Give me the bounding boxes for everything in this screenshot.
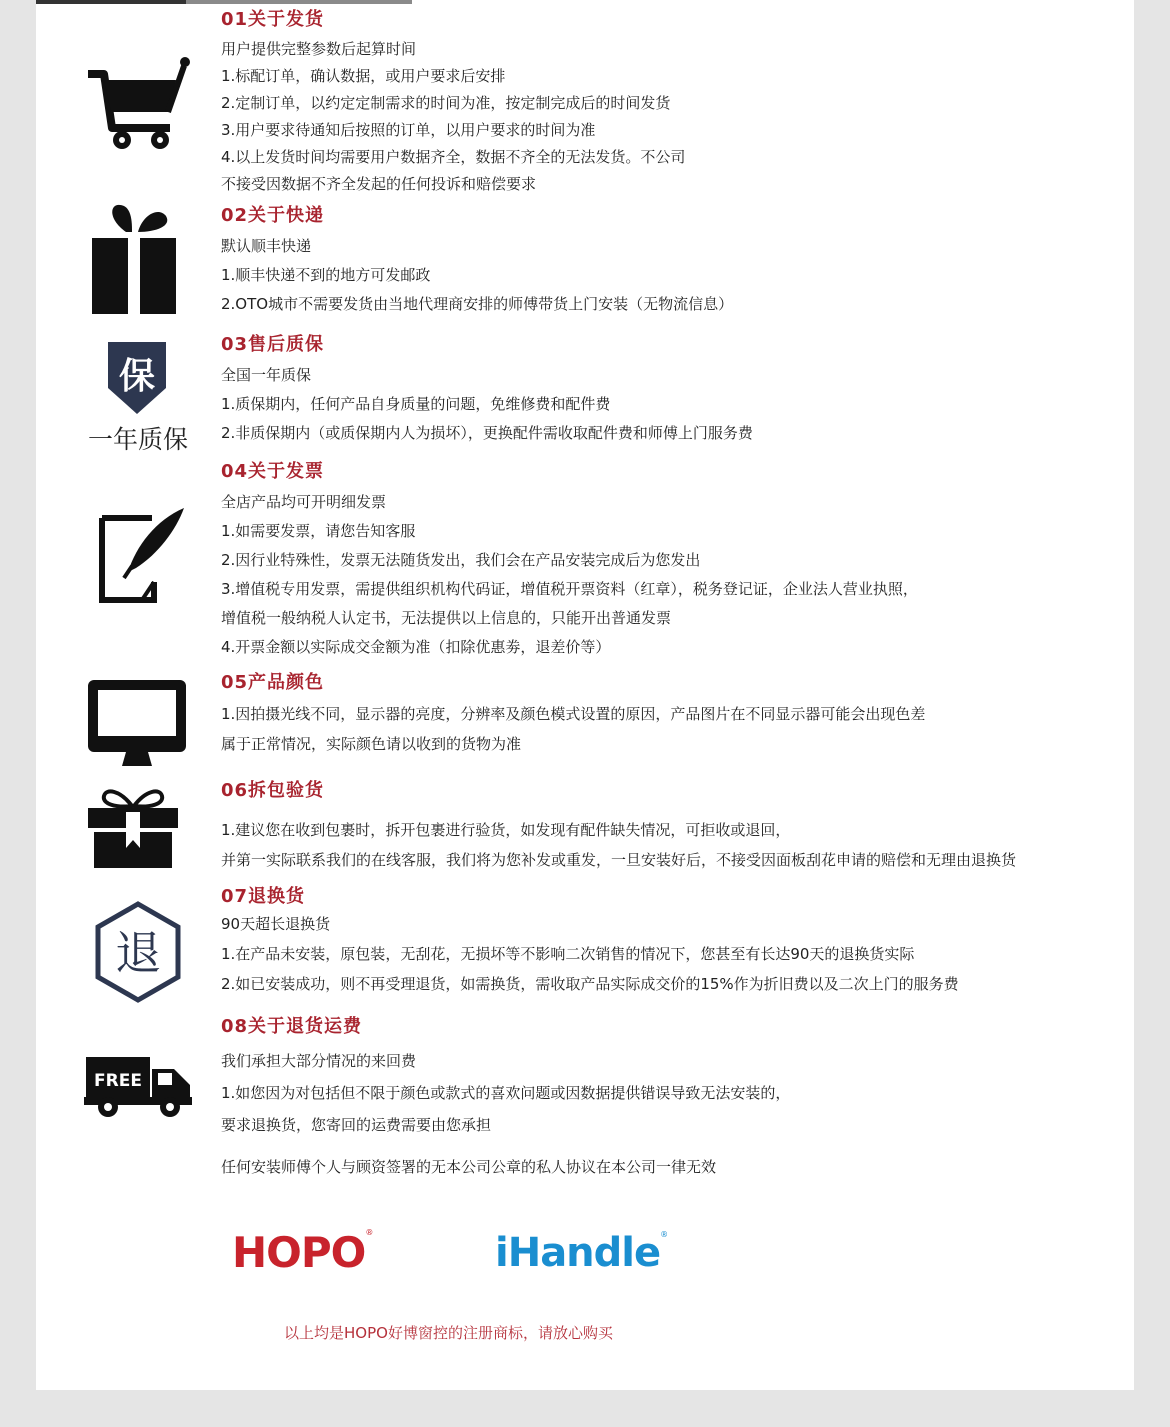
warranty-shield-icon — [104, 338, 170, 416]
free-truck-icon — [84, 1055, 194, 1121]
section-shipping — [221, 10, 685, 198]
section-line: 默认顺丰快递 — [221, 237, 312, 255]
hopo-logo: HOPO® — [232, 1228, 373, 1277]
return-icon — [94, 900, 182, 1004]
section-title: 01关于发货 — [221, 9, 325, 30]
section-line: 增值税一般纳税人认定书，无法提供以上信息的，只能开出普通发票 — [221, 609, 672, 627]
section-line: 2.因行业特殊性，发票无法随货发出，我们会在产品安装完成后为您发出 — [221, 551, 701, 569]
section-line: 3.用户要求待通知后按照的订单，以用户要求的时间为准 — [221, 121, 596, 139]
section-line: 1.因拍摄光线不同，显示器的亮度，分辨率及颜色模式设置的原因，产品图片在不同显示器可能会出现色差 — [221, 705, 926, 723]
invoice-pen-icon — [96, 506, 188, 606]
section-line: 4.以上发货时间均需要用户数据齐全，数据不齐全的无法发货。不公司 — [221, 148, 686, 166]
section-line: 3.增值税专用发票，需提供组织机构代码证，增值税开票资料（红章），税务登记证，企业法人营业执照， — [221, 580, 918, 598]
svg-text:保: 保 — [118, 356, 156, 397]
section-title: 05产品颜色 — [221, 672, 325, 693]
section-line: 1.建议您在收到包裹时，拆开包裹进行验货，如发现有配件缺失情况，可拒收或退回， — [221, 821, 791, 839]
section-line: 1.在产品未安装，原包装，无刮花，无损坏等不影响二次销售的情况下，您甚至有长达90天的退换货实际 — [221, 945, 915, 963]
section-line: 1.标配订单，确认数据，或用户要求后安排 — [221, 67, 506, 85]
section-line: 4.开票金额以实际成交金额为准（扣除优惠劵，退差价等） — [221, 638, 611, 656]
section-line: 2.如已安装成功，则不再受理退货，如需换货，需收取产品实际成交价的15%作为折旧费以及二次上门的服务费 — [221, 975, 959, 993]
disclaimer-text: 任何安装师傅个人与顾资签署的无本公司公章的私人协议在本公司一律无效 — [221, 1158, 717, 1176]
section-line: 全店产品均可开明细发票 — [221, 493, 387, 511]
section-title: 04关于发票 — [221, 461, 325, 482]
section-title: 08关于退货运费 — [221, 1016, 363, 1037]
section-invoice — [221, 462, 918, 662]
section-line: 用户提供完整参数后起算时间 — [221, 40, 417, 58]
section-title: 03售后质保 — [221, 334, 325, 355]
section-returns — [221, 887, 959, 999]
svg-text:退: 退 — [115, 926, 161, 980]
section-line: 并第一实际联系我们的在线客服，我们将为您补发或重发，一旦安装好后，不接受因面板刮花申请的赔偿和无理由退换货 — [221, 851, 1017, 869]
svg-text:FREE: FREE — [94, 1071, 142, 1091]
section-line: 90天超长退换货 — [221, 915, 331, 933]
section-line: 1.如您因为对包括但不限于颜色或款式的喜欢问题或因数据提供错误导致无法安装的， — [221, 1084, 791, 1102]
section-line: 要求退换货，您寄回的运费需要由您承担 — [221, 1116, 492, 1134]
section-express — [221, 206, 733, 319]
section-line: 全国一年质保 — [221, 366, 312, 384]
section-line: 1.如需要发票，请您告知客服 — [221, 522, 416, 540]
gift-box-icon — [86, 198, 182, 316]
section-line: 我们承担大部分情况的来回费 — [221, 1052, 417, 1070]
warranty-label: 一年质保 — [88, 425, 189, 454]
monitor-icon — [86, 678, 188, 770]
section-line: 2.OTO城市不需要发货由当地代理商安排的师傅带货上门安装（无物流信息） — [221, 295, 734, 313]
section-warranty — [221, 335, 753, 448]
ihandle-logo: iHandle® — [495, 1230, 668, 1276]
section-line: 2.定制订单，以约定定制需求的时间为准，按定制完成后的时间发货 — [221, 94, 671, 112]
section-line: 属于正常情况，实际颜色请以收到的货物为准 — [221, 735, 522, 753]
section-line: 1.质保期内，任何产品自身质量的问题，免维修费和配件费 — [221, 395, 611, 413]
section-line: 不接受因数据不齐全发起的任何投诉和赔偿要求 — [221, 175, 537, 193]
section-line: 1.顺丰快递不到的地方可发邮政 — [221, 266, 431, 284]
shopping-cart-icon — [84, 52, 194, 152]
trademark-note: 以上均是HOPO好博窗控的注册商标，请放心购买 — [284, 1324, 613, 1342]
section-title: 07退换货 — [221, 886, 306, 907]
section-color — [221, 673, 925, 759]
package-icon — [86, 784, 180, 870]
section-title: 06拆包验货 — [221, 780, 325, 801]
section-line: 2.非质保期内（或质保期内人为损坏），更换配件需收取配件费和师傅上门服务费 — [221, 424, 753, 442]
section-title: 02关于快递 — [221, 205, 325, 226]
section-inspection — [221, 781, 1016, 875]
section-return-shipping — [221, 1017, 790, 1141]
